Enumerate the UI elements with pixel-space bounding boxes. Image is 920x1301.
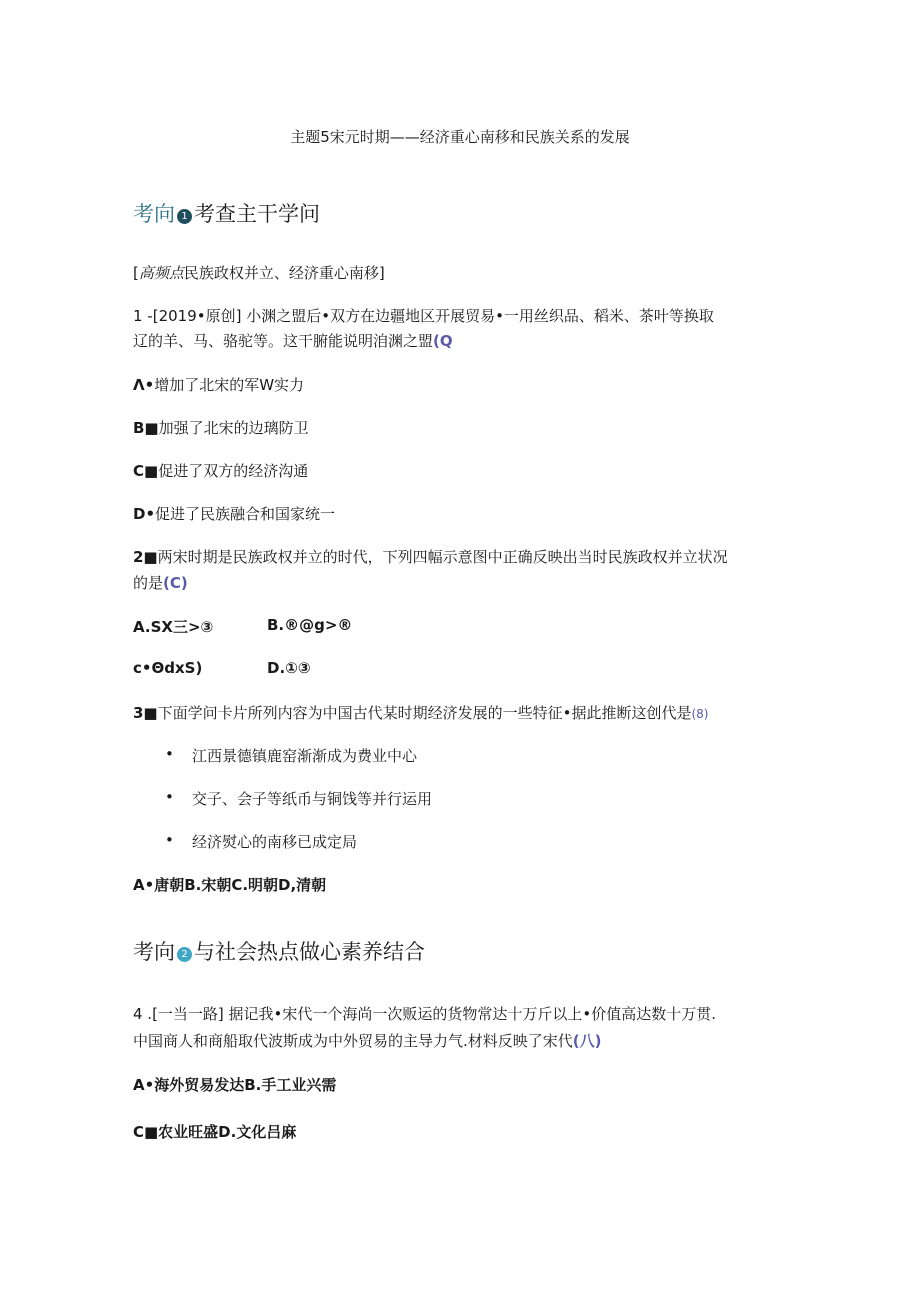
- section-label: 考查主干学问: [194, 202, 320, 226]
- option-b: B.®@g>®: [267, 616, 353, 634]
- list-item: 交子、会子等纸币与铜饯等并行运用: [192, 790, 433, 808]
- option-d: D•促进了民族融合和国家统一: [133, 505, 336, 523]
- question-3-options: A•唐朝B.宋朝C.明朝D,清朝: [133, 876, 327, 894]
- answer-mark: (Q: [433, 332, 453, 350]
- section-heading-1: [133, 198, 320, 228]
- question-2-line-1: 2■两宋时期是民族政权并立的时代，下列四幅示意图中正确反映出当时民族政权并立状况: [133, 548, 728, 566]
- option-c: c•ΘdxS): [133, 659, 203, 677]
- number-badge-icon: 2: [177, 947, 192, 962]
- number-badge-icon: 1: [177, 209, 192, 224]
- high-frequency-note: [高频点民族政权并立、经济重心南移]: [133, 264, 385, 282]
- answer-mark: (C): [163, 574, 188, 592]
- answer-mark: (八): [572, 1032, 602, 1050]
- option-b: B■加强了北宋的边璃防卫: [133, 419, 309, 437]
- question-4-options-cd: C■农业旺盛D.文化吕麻: [133, 1123, 297, 1141]
- list-item: 江西景德镇鹿窑渐渐成为费业中心: [192, 747, 418, 765]
- section-prefix: 考向: [133, 202, 175, 226]
- answer-mark: (8): [691, 707, 709, 721]
- question-4-line-1: 4 .[一当一路] 据记我•宋代一个海尚一次贩运的货物常达十万斤以上•价值高达数十万贯.: [133, 1005, 717, 1023]
- section-heading-2: [133, 936, 425, 966]
- option-a: A.SX三>③: [133, 618, 214, 636]
- section-label: 与社会热点做心素养结合: [194, 940, 425, 964]
- high-frequency-label: 高频点: [138, 264, 184, 282]
- bullet-icon: •: [165, 745, 174, 763]
- question-4-line-2: 中国商人和商船取代波斯成为中外贸易的主导力气.材料反映了宋代(八): [133, 1032, 602, 1050]
- bullet-icon: •: [165, 788, 174, 806]
- option-a: Λ•增加了北宋的军W实力: [133, 376, 305, 394]
- option-d: D.①③: [267, 659, 311, 677]
- section-prefix: 考向: [133, 940, 175, 964]
- bullet-icon: •: [165, 831, 174, 849]
- question-1-line-2: 辽的羊、马、骆驼等。这干腑能说明洎渊之盟(Q: [133, 332, 453, 350]
- question-1-line-1: 1 -[2019•原创] 小渊之盟后•双方在边疆地区开展贸易•一用丝织品、稻米、茶叶等换取: [133, 307, 714, 325]
- list-item: 经济熨心的南移已成定局: [192, 833, 358, 851]
- option-c: C■促进了双方的经济沟通: [133, 462, 309, 480]
- question-2-line-2: 的是(C): [133, 574, 188, 592]
- page-title: 主题5宋元时期——经济重心南移和民族关系的发展: [290, 128, 630, 146]
- question-4-options-ab: A•海外贸易发达B.手工业兴需: [133, 1076, 337, 1094]
- question-3: 3■下面学问卡片所列内容为中国古代某时期经济发展的一些特征•据此推断这创代是(8): [133, 704, 709, 722]
